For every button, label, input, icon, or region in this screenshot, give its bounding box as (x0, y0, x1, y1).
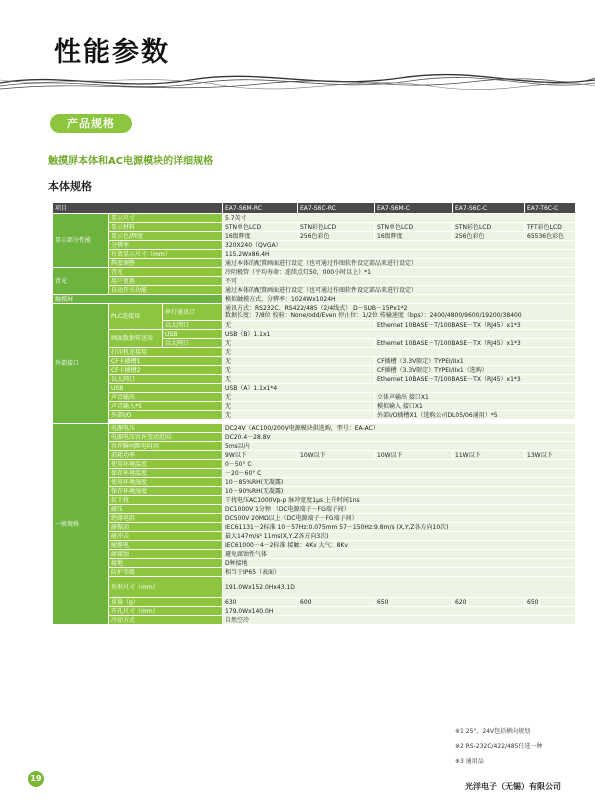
row-label: 冷却方式 (109, 616, 223, 625)
page-title: 性能参数 (54, 37, 170, 68)
row-label: 使用环境温度 (109, 460, 223, 469)
row-value: 11W以下 (453, 451, 525, 460)
row-label: 保存环境湿度 (109, 487, 223, 496)
row-label: 声音输入*5 (109, 402, 223, 411)
row-value: 冷阴极管（平均寿命：连续点灯50，000小时以上）*1 (223, 268, 576, 277)
row-value: 无 (223, 411, 375, 420)
row-sublabel: 以太网口 (163, 339, 223, 348)
row-label: 耐冲击 (109, 532, 223, 541)
table-row (53, 505, 576, 514)
row-label: 画面数据传送用 (109, 330, 163, 348)
row-label: 接地 (109, 559, 223, 568)
company-name: 光洋电子（无锡）有限公司 (465, 782, 561, 791)
row-value: 10－90%RH(无凝露) (223, 487, 576, 496)
row-label: 绝缘电阻 (109, 514, 223, 523)
row-value: 179.0Wx140.0H (223, 607, 576, 616)
table-row (53, 577, 576, 598)
footnotes (455, 724, 542, 769)
table-row (53, 214, 576, 223)
row-value: 立体声输出 接口X1 (375, 393, 576, 402)
table-row (53, 607, 576, 616)
row-value: TFT彩色LCD (525, 223, 576, 232)
row-value: CF插槽（3.3V限定）TYPEI/IIx1（选购） (375, 366, 576, 375)
row-value: 无 (223, 357, 375, 366)
row-value: 65536色彩色 (525, 232, 576, 241)
row-value: 通过本体的配置画面进行设定（也可通过作图软件设定部品来进行设定） (223, 286, 576, 295)
table-row (53, 487, 576, 496)
row-value: 0－50° C (223, 460, 576, 469)
row-value: 模拟输入 接口X1 (375, 402, 576, 411)
row-label: 消耗功率 (109, 451, 223, 460)
page-number: 19 (28, 771, 44, 787)
table-row (53, 402, 576, 411)
row-label: 用户更换 (109, 277, 223, 286)
table-row (53, 295, 576, 304)
row-value: 16级辉度 (223, 232, 298, 241)
footnote: ※3 通用品 (455, 758, 484, 765)
table-row (53, 384, 576, 393)
section-pill: 产品规格 (50, 114, 132, 133)
row-value: 无 (223, 375, 375, 384)
row-value: DC500V 20MΩ以上（DC电源端子－FG端子间） (223, 514, 576, 523)
row-label: 耐振动 (109, 523, 223, 532)
table-row (53, 550, 576, 559)
row-value: －20－60° C (223, 469, 576, 478)
row-label: 保存环境温度 (109, 469, 223, 478)
table-row (53, 411, 576, 420)
row-value: 5ms以内 (223, 442, 576, 451)
row-label: 重量（g） (109, 598, 223, 607)
table-row (53, 442, 576, 451)
row-value: 10－85%RH(无凝露) (223, 478, 576, 487)
row-value: D种接地 (223, 559, 576, 568)
row-value: 630 (223, 598, 298, 607)
row-label: 防护等级 (109, 568, 223, 577)
row-label: 开孔尺寸（mm） (109, 607, 223, 616)
table-header-row (53, 203, 576, 214)
group-display: 显示部分性能 (53, 214, 109, 268)
row-value: DC24V（AC100/200V电源模块供选购，型号：EA-AC） (223, 424, 576, 433)
table-row (53, 514, 576, 523)
table-row (53, 330, 576, 339)
row-value: 无 (223, 366, 375, 375)
table-row (53, 469, 576, 478)
row-value: Ethernet 10BASE－T/100BASE－TX（RJ45）x1*3 (375, 375, 576, 384)
row-label: CF卡插槽2 (109, 366, 223, 375)
table-row (53, 357, 576, 366)
row-label: 打印机连接用 (109, 348, 223, 357)
row-label: CF卡插槽1 (109, 357, 223, 366)
table-row (53, 541, 576, 550)
row-value: USB（B）1.1x1 (223, 330, 576, 339)
table-row (53, 268, 576, 277)
row-value: STN单色LCD (375, 223, 453, 232)
table-row (53, 598, 576, 607)
row-label: 电源电压 (109, 424, 223, 433)
header-model: EA7-S6C-RC (298, 203, 375, 214)
group-ports: 外部接口 (53, 304, 109, 424)
header-model: EA7-S6M-RC (223, 203, 298, 214)
row-label: 以太网口 (109, 375, 223, 384)
row-label: 外部I/O (109, 411, 223, 420)
table-row (53, 232, 576, 241)
row-value: 10W以下 (298, 451, 375, 460)
row-value: 115.2Wx86.4H (223, 250, 576, 259)
row-value: STN彩色LCD (298, 223, 375, 232)
table-row (53, 241, 576, 250)
table-row (53, 451, 576, 460)
row-value: 10W以下 (375, 451, 453, 460)
row-label: 耐压 (109, 505, 223, 514)
row-value: 不可 (223, 277, 576, 286)
row-value: 无 (223, 393, 375, 402)
row-value: 16级辉度 (375, 232, 453, 241)
row-label: 容许瞬间断电时间 (109, 442, 223, 451)
subtitle: 触摸屏本体和AC电源模块的详细规格 (48, 156, 214, 167)
serial-spec-line: 数据长度：7/8位 校验：None/odd/Even 停止位：1/2位 传输速度（bps）：2400/4800/9600/19200/38400 (225, 312, 522, 319)
table-row (53, 393, 576, 402)
table-row (53, 277, 576, 286)
row-label: 自动开关功能 (109, 286, 223, 295)
row-label: 使用环境湿度 (109, 478, 223, 487)
row-value: 外部I/O插槽X1（选购公司DL05/06通用）*5 (375, 411, 576, 420)
row-value: DC20.4－28.8V (223, 433, 576, 442)
table-row (53, 616, 576, 625)
section-title: 本体规格 (48, 180, 92, 193)
row-value: 650 (375, 598, 453, 607)
row-value: 相当于IP65（表面） (223, 568, 576, 577)
row-value: 191.0Wx152.0Hx43.1D (223, 577, 576, 598)
row-value: 干扰电压AC1000Vp-p 脉冲宽度1μs 上升时间1ns (223, 496, 576, 505)
row-value: 600 (298, 598, 375, 607)
row-value: 256色彩色 (298, 232, 375, 241)
row-value: 9W以下 (223, 451, 298, 460)
header-model: EA7-T6C-C (525, 203, 576, 214)
row-value: 通过本体的配置画面进行设定（也可通过作图软件设定部品来进行设定） (223, 259, 576, 268)
group-backlight: 背光 (53, 268, 109, 295)
table-row (53, 568, 576, 577)
table-row (53, 250, 576, 259)
table-row (53, 523, 576, 532)
row-value: 320X240（QVGA） (223, 241, 576, 250)
row-label: 抗干扰 (109, 496, 223, 505)
row-value: 最大147m/s² 11ms(X,Y,Z各方向3次) (223, 532, 576, 541)
spec-table (52, 202, 576, 625)
decorative-wave-lines (0, 70, 595, 96)
row-sublabel: USB (163, 330, 223, 339)
row-label: 背光 (109, 268, 223, 277)
table-row (53, 366, 576, 375)
row-value: 650 (525, 598, 576, 607)
row-label: USB (109, 384, 223, 393)
row-value: 256色彩色 (453, 232, 525, 241)
row-label: 显示色/辉度 (109, 232, 223, 241)
header-model: EA7-S6M-C (375, 203, 453, 214)
row-label: 分辨率 (109, 241, 223, 250)
row-value: 5.7英寸 (223, 214, 576, 223)
row-value: 620 (453, 598, 525, 607)
serial-spec-line: 通讯方式：RS232C、RS422/485（2/4线式） D－SUB－15Px1*2 (225, 305, 408, 312)
row-label: 声音输出 (109, 393, 223, 402)
row-value: USB（A）1.1x1*4 (223, 384, 576, 393)
row-label: 耐腐蚀 (109, 550, 223, 559)
table-row (53, 460, 576, 469)
row-label: 有效显示尺寸（mm） (109, 250, 223, 259)
row-value: 无 (223, 348, 576, 357)
row-value: DC1000V 1分钟 （DC电源端子－FG端子间） (223, 505, 576, 514)
row-value: STN彩色LCD (453, 223, 525, 232)
row-value: 模拟触摸方式、分辨率：1024Wx1024H (223, 295, 576, 304)
row-sublabel: 串行通讯口 (163, 304, 223, 321)
row-value: IEC61131－2标准 10－57Hz:0.075mm 57－150Hz:9.8m/s (X,Y,Z各方向10次) (223, 523, 576, 532)
row-value: 13W以下 (525, 451, 576, 460)
row-sublabel: 以太网口 (163, 321, 223, 330)
footnote: ※1 25°、24V包括横向规划 (455, 728, 531, 735)
header-item: 项目 (53, 203, 223, 214)
row-value: 无 (223, 321, 375, 330)
row-value: Ethernet 10BASE－T/100BASE－TX（RJ45）x1*3 (375, 339, 576, 348)
row-label: 显示材料 (109, 223, 223, 232)
group-touch: 触摸屏 (53, 295, 223, 304)
footnote: ※2 RS-232C/422/485任选一种 (455, 743, 543, 750)
row-value: STN单色LCD (223, 223, 298, 232)
row-label: 电源电压容许变动范围 (109, 433, 223, 442)
table-row (53, 375, 576, 384)
row-label: 辉度调整 (109, 259, 223, 268)
table-row (53, 433, 576, 442)
row-value: 无 (223, 402, 375, 411)
row-label: 耐静电 (109, 541, 223, 550)
row-value: CF插槽（3.3V限定）TYPEI/IIx1 (375, 357, 576, 366)
table-row (53, 223, 576, 232)
row-value: 避免腐蚀性气体 (223, 550, 576, 559)
row-label: PLC连接用 (109, 304, 163, 330)
table-row (53, 259, 576, 268)
table-row (53, 424, 576, 433)
table-row (53, 286, 576, 295)
row-value: 自然空冷 (223, 616, 576, 625)
group-general: 一般规格 (53, 424, 109, 625)
table-row (53, 496, 576, 505)
header-model: EA7-S6C-C (453, 203, 525, 214)
table-row (53, 348, 576, 357)
row-value (223, 304, 576, 321)
row-value: 无 (223, 339, 375, 348)
table-row (53, 304, 576, 321)
row-label: 外形尺寸（mm） (109, 577, 223, 598)
table-row (53, 532, 576, 541)
row-value: IEC61000－4－2标准 接触：4Kv 大气：8Kv (223, 541, 576, 550)
table-row (53, 478, 576, 487)
row-label: 显示尺寸 (109, 214, 223, 223)
table-row (53, 559, 576, 568)
row-value: Ethernet 10BASE－T/100BASE－TX（RJ45）x1*3 (375, 321, 576, 330)
